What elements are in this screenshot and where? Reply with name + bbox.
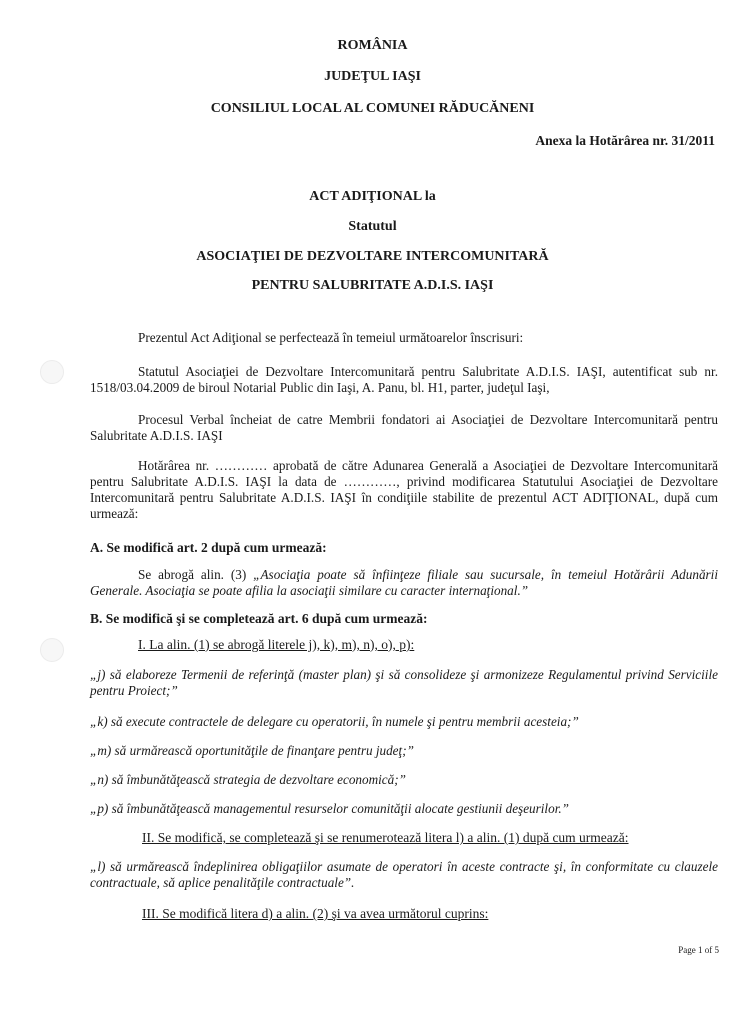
paragraph-decision: Hotărârea nr. ………… aprobată de către Adunarea Generală a Asociaţiei de Dezvoltare Intercomunitară pentru Salubritate A.D.I.S. IAŞI la data de …………, privind modificarea Statutului Asociaţiei de Dezvoltare Intercomunitară pentru Salubritate A.D.I.S. IAŞI în condiţiile stabilite de prezentul ACT ADIŢIONAL, după cum urmează:: [90, 458, 718, 521]
header-county: JUDEŢUL IAŞI: [324, 69, 421, 84]
subsection-i: I. La alin. (1) se abrogă literele j), k), m), n), o), p):: [138, 637, 415, 652]
punch-hole-bottom: [40, 638, 64, 662]
item-p: „p) să îmbunătăţească managementul resurselor comunităţii alocate gestiunii deşeurilor.”: [90, 801, 569, 816]
title-line-1: ACT ADIŢIONAL la: [309, 189, 436, 204]
item-n: „n) să îmbunătăţească strategia de dezvoltare economică;”: [90, 772, 406, 787]
item-k: „k) să execute contractele de delegare cu operatorii, în numele şi pentru membrii acesteia;”: [90, 714, 579, 729]
punch-hole-top: [40, 360, 64, 384]
section-a-text: [90, 567, 718, 599]
item-m: „m) să urmărească oportunităţile de finanţare pentru judeţ;”: [90, 743, 414, 758]
subsection-ii: II. Se modifică, se completează şi se renumerotează litera l) a alin. (1) după cum urmează:: [142, 830, 629, 845]
header-country: ROMÂNIA: [337, 38, 408, 53]
header-council: CONSILIUL LOCAL AL COMUNEI RĂDUCĂNENI: [210, 101, 535, 116]
paragraph-statute: Statutul Asociaţiei de Dezvoltare Intercomunitară pentru Salubritate A.D.I.S. IAŞI, autentificat sub nr. 1518/03.04.2009 de biroul Notarial Public din Iaşi, A. Panu, bl. H1, parter, judeţul Iaşi,: [90, 364, 718, 395]
title-line-4: PENTRU SALUBRITATE A.D.I.S. IAŞI: [251, 278, 494, 293]
section-a-prefix: Se abrogă alin. (3): [138, 567, 254, 582]
paragraph-minutes: Procesul Verbal încheiat de catre Membrii fondatori ai Asociaţiei de Dezvoltare Intercomunitară pentru Salubritate A.D.I.S. IAŞI: [90, 412, 718, 443]
item-j: „j) să elaboreze Termenii de referinţă (master plan) şi să consolideze şi armonizeze Regulamentul privind Serviciile pentru Proiect;”: [90, 667, 718, 698]
subsection-iii: III. Se modifică litera d) a alin. (2) şi va avea următorul cuprins:: [142, 906, 489, 921]
section-a-quote: „Asociaţia poate să înfiinţeze filiale sau sucursale, în temeiul Hotărârii Adunării Generale. Asociaţia se poate afilia la asociaţii similare cu caracter internaţional.”: [90, 567, 719, 598]
annex-reference: Anexa la Hotărârea nr. 31/2011: [535, 133, 715, 148]
title-line-3: ASOCIAŢIEI DE DEZVOLTARE INTERCOMUNITARĂ: [196, 249, 549, 264]
intro-paragraph: Prezentul Act Adiţional se perfectează în temeiul următoarelor înscrisuri:: [138, 330, 524, 345]
title-line-2: Statutul: [348, 219, 397, 234]
page-number: Page 1 of 5: [678, 945, 719, 955]
section-b-heading: B. Se modifică şi se completează art. 6 după cum urmează:: [90, 611, 428, 626]
section-a-heading: A. Se modifică art. 2 după cum urmează:: [90, 540, 327, 555]
item-l: „l) să urmărească îndeplinirea obligaţiilor asumate de operatori în aceste contracte şi, în conformitate cu clauzele contractuale, să aplice penalităţile contractuale”.: [90, 859, 718, 890]
